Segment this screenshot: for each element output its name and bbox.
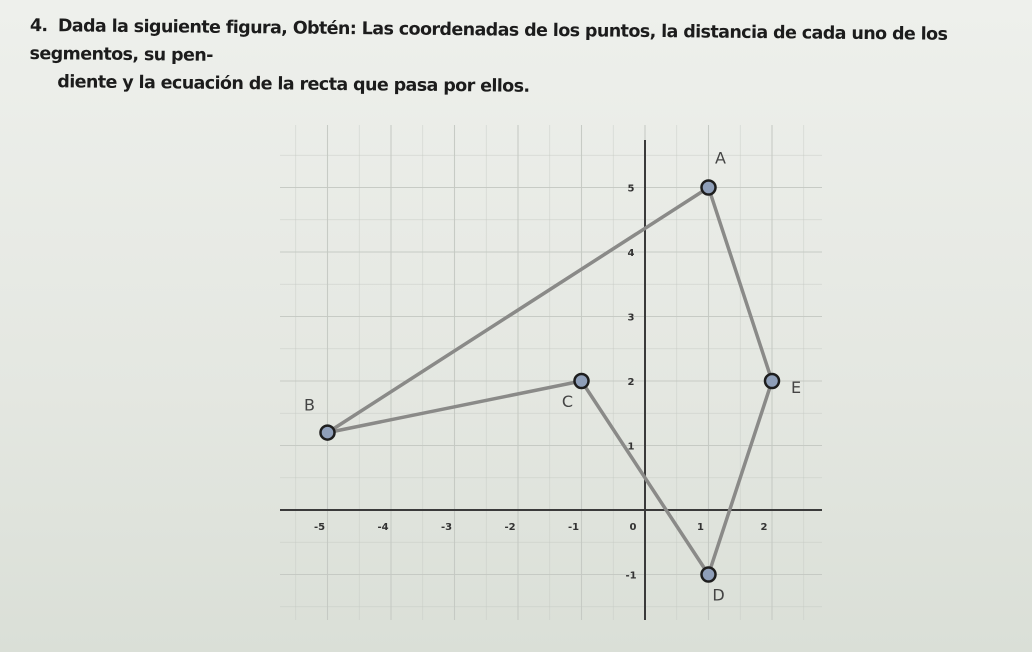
x-tick-label: -1	[567, 522, 580, 533]
y-tick-label: -1	[625, 570, 637, 582]
problem-text-line-1: Dada la siguiente figura, Obtén: Las coordenadas de los puntos, la distancia de cada uno de los segmentos, su pen-	[29, 16, 948, 66]
y-tick-label: 5	[627, 183, 635, 195]
x-tick-label: -4	[377, 522, 389, 533]
point-labels	[304, 149, 801, 605]
point-label-c: C	[561, 392, 574, 411]
problem-text-line-2: diente y la ecuación de la recta que pasa por ellos.	[57, 72, 530, 97]
x-tick-label: -2	[504, 522, 516, 533]
x-tick-label: -5	[313, 522, 326, 533]
x-tick-label: 1	[697, 522, 704, 533]
point-label-a: A	[715, 148, 726, 168]
point-b	[321, 426, 335, 440]
y-tick-label: 2	[627, 377, 635, 388]
y-tick-label: 3	[627, 312, 635, 324]
point-a	[702, 181, 716, 195]
y-tick-label: 1	[627, 441, 635, 453]
point-e	[765, 374, 779, 388]
point-c	[575, 374, 589, 388]
point-label-b: B	[304, 395, 315, 415]
y-tick-label: 4	[627, 248, 635, 259]
x-tick-label: -3	[440, 522, 453, 533]
point-label-d: D	[712, 585, 725, 605]
tick-labels	[314, 184, 768, 582]
point-label-e: E	[790, 378, 802, 397]
x-tick-label: 2	[760, 522, 768, 533]
grid	[280, 125, 822, 620]
axes	[280, 140, 822, 620]
point-d	[702, 568, 716, 582]
problem-number: 4.	[29, 15, 48, 37]
x-tick-label: 0	[629, 522, 637, 533]
